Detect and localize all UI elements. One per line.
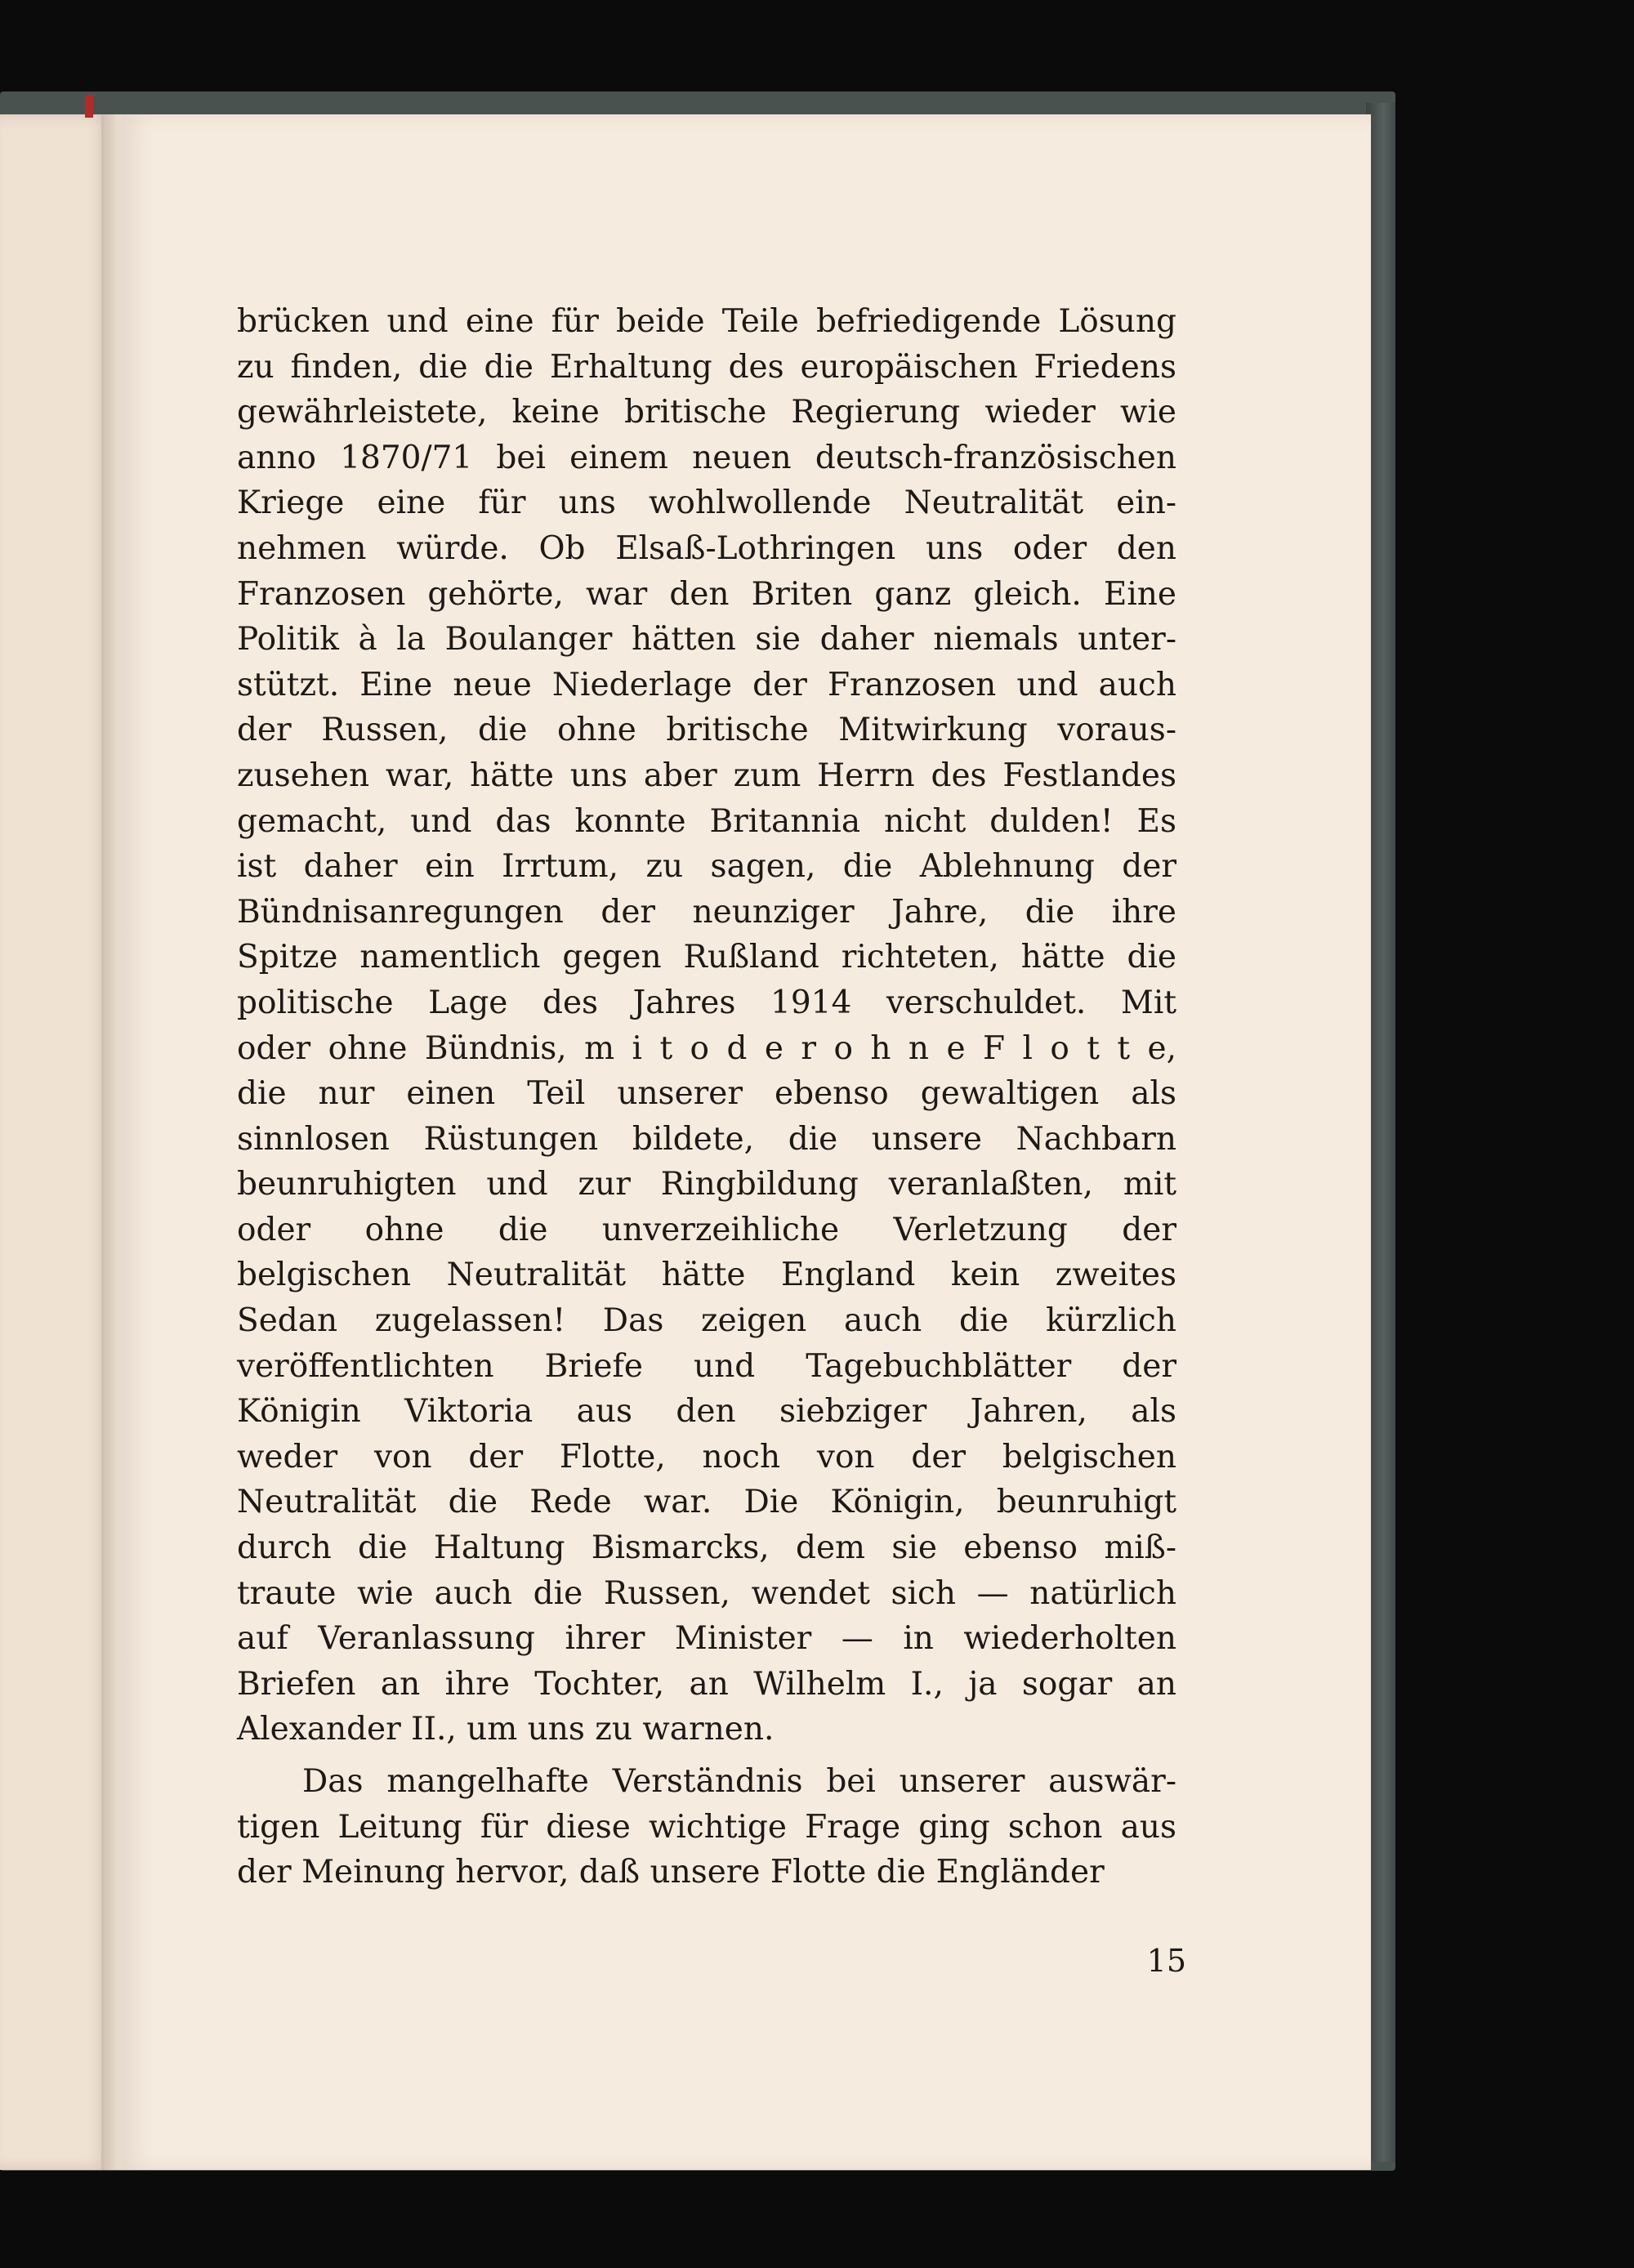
paragraph-2	[237, 1759, 1176, 1895]
text-line: durch die Haltung Bismarcks, dem sie ebenso miß-	[237, 1529, 1176, 1567]
text-line: weder von der Flotte, noch von der belgischen	[237, 1438, 1176, 1476]
text-line: anno 1870/71 bei einem neuen deutsch-französischen	[237, 439, 1176, 476]
text-line: zusehen war, hätte uns aber zum Herrn des Festlandes	[237, 757, 1176, 794]
text-line: gewährleistete, keine britische Regierung wieder wie	[237, 394, 1176, 431]
text-line: Politik à la Boulanger hätten sie daher niemals unter-	[237, 621, 1176, 659]
bookmark-ribbon	[85, 95, 93, 118]
text-line: die nur einen Teil unserer ebenso gewaltigen als	[237, 1075, 1176, 1113]
text-line: Sedan zugelassen! Das zeigen auch die kürzlich	[237, 1302, 1176, 1340]
body-text	[237, 299, 1176, 1895]
text-line: gemacht, und das konnte Britannia nicht dulden! Es	[237, 802, 1176, 840]
text-line: der Meinung hervor, daß unsere Flotte die Engländer	[237, 1854, 1105, 1891]
text-line: belgischen Neutralität hätte England kein zweites	[237, 1257, 1176, 1294]
text-line: ist daher ein Irrtum, zu sagen, die Ablehnung der	[237, 848, 1176, 886]
text-line: traute wie auch die Russen, wendet sich — natürlich	[237, 1574, 1176, 1612]
text-line: Kriege eine für uns wohlwollende Neutralität ein-	[237, 484, 1176, 522]
text-line: Bündnisanregungen der neunziger Jahre, die ihre	[237, 893, 1176, 931]
text-line: stützt. Eine neue Niederlage der Franzosen und auch	[237, 666, 1176, 703]
text-line: veröffentlichten Briefe und Tagebuchblätter der	[237, 1347, 1176, 1385]
paragraph-gap	[237, 1752, 1176, 1759]
text-line: oder ohne die unverzeihliche Verletzung der	[237, 1211, 1176, 1248]
text-line: auf Veranlassung ihrer Minister — in wiederholten	[237, 1620, 1176, 1658]
text-line: beunruhigten und zur Ringbildung veranlaßten, mit	[237, 1166, 1176, 1203]
text-line: sinnlosen Rüstungen bildete, die unsere Nachbarn	[237, 1120, 1176, 1158]
left-page	[0, 114, 111, 2170]
text-line: brücken und eine für beide Teile befriedigende Lösung	[237, 303, 1176, 340]
text-line: tigen Leitung für diese wichtige Frage ging schon aus	[237, 1808, 1176, 1846]
text-line: Franzosen gehörte, war den Briten ganz gleich. Eine	[237, 575, 1176, 613]
text-line: nehmen würde. Ob Elsaß-Lothringen uns oder den	[237, 529, 1176, 567]
text-line: Spitze namentlich gegen Rußland richteten, hätte die	[237, 939, 1176, 976]
text-line: politische Lage des Jahres 1914 verschuldet. Mit	[237, 984, 1176, 1021]
text-line: oder ohne Bündnis, m i t o d e r o h n e F l o t t e,	[237, 1029, 1176, 1067]
text-line: Das mangelhafte Verständnis bei unserer auswär-	[302, 1763, 1176, 1800]
text-line: Neutralität die Rede war. Die Königin, beunruhigt	[237, 1484, 1176, 1521]
text-line: Königin Viktoria aus den siebziger Jahren, als	[237, 1393, 1176, 1431]
paragraph-1	[237, 299, 1176, 1752]
text-line: Briefen an ihre Tochter, an Wilhelm I., ja sogar an	[237, 1665, 1176, 1703]
page-number: 15	[1146, 1943, 1186, 1979]
text-line: Alexander II., um uns zu warnen.	[237, 1711, 775, 1748]
text-line: der Russen, die ohne britische Mitwirkung voraus-	[237, 712, 1176, 749]
text-line: zu finden, die die Erhaltung des europäischen Friedens	[237, 348, 1176, 386]
